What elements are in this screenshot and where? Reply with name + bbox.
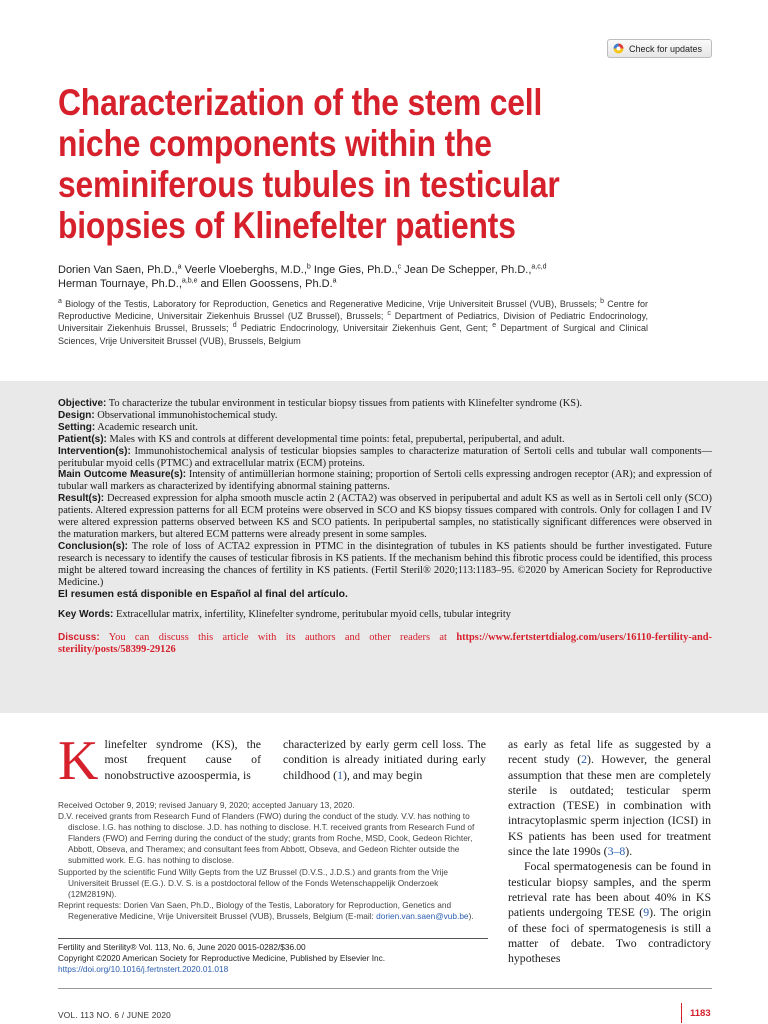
abstract-setting xyxy=(58,422,712,434)
article-notes xyxy=(58,800,488,922)
author-sup: a xyxy=(177,263,182,271)
abstract-results xyxy=(58,493,712,541)
author: Inge Gies, Ph.D., xyxy=(310,264,398,276)
author-list xyxy=(58,264,658,291)
page-number: 1183 xyxy=(690,1008,711,1019)
affiliations xyxy=(58,298,648,347)
body-text: ), and may begin xyxy=(342,767,423,782)
keywords xyxy=(58,609,712,621)
citation-link[interactable]: 1 xyxy=(337,767,343,782)
page-number-rule xyxy=(681,1003,682,1023)
abstract-design xyxy=(58,410,712,422)
body-text: Focal spermatogenesis can be found in testicular biopsy samples, and the sperm retrieval rate has been about 40% in KS patients undergoing TESE ( xyxy=(508,859,711,920)
section-text: Academic research unit. xyxy=(95,421,198,433)
body-text: linefelter syndrome (KS), the most frequent cause of nonobstructive azoospermia, is xyxy=(104,737,261,782)
citation-link[interactable]: 9 xyxy=(643,905,650,920)
author-sup: a,b,e xyxy=(181,276,198,284)
author-sup: a xyxy=(332,276,337,284)
section-text: You can discuss this article with its authors and other readers at xyxy=(99,632,457,644)
section-label: Objective: xyxy=(58,398,107,409)
section-text: The role of loss of ACTA2 expression in PTMC in the disintegration of tubules in KS patients should be further investigated. Future research is necessary to identify the causes of testicular fibrosis in KS patients. If the mechanism behind this fibrotic process could be identified, this process might be altered toward increasing the chances of fertility in KS patients. (Fertil Steril® 2020;113:1183–95. ©2020 by American Society for Reproductive Medicine.) xyxy=(58,540,712,588)
section-label: Main Outcome Measure(s): xyxy=(58,469,187,481)
body-text: characterized by early germ cell loss. The condition is already initiated during early childhood ( xyxy=(283,737,486,782)
author: Dorien Van Saen, Ph.D., xyxy=(58,264,178,276)
section-text: Extracellular matrix, infertility, Klinefelter syndrome, peritubular myoid cells, tubular integrity xyxy=(113,609,511,621)
email-link[interactable]: dorien.van.saen@vub.be xyxy=(376,910,469,921)
reprint-text: ). xyxy=(468,910,474,921)
abstract-outcome xyxy=(58,469,712,493)
affiliation: Biology of the Testis, Laboratory for Reproduction, Genetics and Regenerative Medicine, Vrije Universiteit Brussel (VUB), Brussels; xyxy=(61,299,601,309)
body-text: as early as fetal life as suggested by a recent study ( xyxy=(508,737,711,767)
affil-sup: c xyxy=(387,310,391,318)
section-label: Conclusion(s): xyxy=(58,540,128,552)
abstract xyxy=(58,398,712,656)
affiliation: Department of Pediatrics, Division of Pediatric Endocrinology, Universitair Ziekenhuis Brussel, Brussels; xyxy=(58,311,648,334)
affiliation: Centre for Reproductive Medicine, Universitair Ziekenhuis Brussel (UZ Brussel), Brussels; xyxy=(58,299,648,322)
check-for-updates-label: Check for updates xyxy=(629,43,703,54)
affil-sup: a xyxy=(58,298,62,305)
funding-disclosure: D.V. received grants from Research Fund of Flanders (FWO) during the conduct of the study. V.V. has nothing to disclose. I.G. has nothing to disclose. J.D. has nothing to disclose. H.T. received grants from Research Fund of Flanders (FWO) and Ferring during the conduct of the study; grants from Roche, MSD, Cook, Gedeon Richter, Abbott, Obseva, and Theramex; and consultant fees from Abbott, Obseva, and Gedeon Richter outside the submitted work. E.G. has nothing to disclose. xyxy=(58,811,475,866)
section-text: Immunohistochemical analysis of testicular biopsies samples to characterize maturation of Sertoli cells and tubular wall components—peritubular myoid cells (PTMC) and extracellular matrix (ECM) proteins. xyxy=(58,445,712,469)
support-note: Supported by the scientific Fund Willy Gepts from the UZ Brussel (D.V.S., J.D.S.) and grants from the Vrije Universiteit Brussel (E.G.). D.V. S. is a postdoctoral fellow of the Fonds Wetenschappelijk Onderzoek (12M2819N). xyxy=(58,866,448,899)
paragraph xyxy=(508,859,711,966)
journal-citation: Fertility and Sterility® Vol. 113, No. 6, June 2020 0015-0282/$36.00 xyxy=(58,942,306,952)
spanish-abstract-note: El resumen está disponible en Español al final del artículo. xyxy=(58,588,348,600)
section-label: Discuss: xyxy=(58,632,100,644)
drop-cap: K xyxy=(58,730,99,792)
section-label: Design: xyxy=(58,409,95,421)
citation-link[interactable]: 3–8 xyxy=(607,844,626,859)
section-label: Key Words: xyxy=(58,609,114,621)
author: Veerle Vloeberghs, M.D., xyxy=(181,264,307,276)
body-text: ). However, the general assumption that these men are completely sterile is outdated; testicular sperm extraction (TESE) in combination with intracytoplasmic sperm injection (ICSI) in KS patients has been used for treatment since the late 1990s ( xyxy=(508,752,711,859)
author-sup: a,c,d xyxy=(531,263,547,271)
affil-sup: d xyxy=(232,322,237,330)
author: Jean De Schepper, Ph.D., xyxy=(401,264,532,276)
author-sup: b xyxy=(306,263,311,271)
abstract-conclusions xyxy=(58,541,712,589)
abstract-objective xyxy=(58,398,712,410)
section-text: Males with KS and controls at different developmental time points: fetal, prepubertal, peripubertal, and adult. xyxy=(106,433,565,445)
paragraph xyxy=(508,737,711,859)
body-column-1 xyxy=(58,730,261,792)
footer-divider xyxy=(58,988,712,989)
section-label: Result(s): xyxy=(58,493,105,505)
section-text: Intensity of antimüllerian hormone staining; proportion of Sertoli cells expressing androgen receptor (AR); and expression of tubular wall markers as characterized by identifying abnormal staining patterns. xyxy=(58,469,712,493)
author: Herman Tournaye, Ph.D., xyxy=(58,277,182,290)
discuss-link[interactable]: https://www.fertstertdialog.com/users/16110-fertility-and-sterility/posts/58399-29126 xyxy=(58,632,712,656)
check-for-updates-button[interactable] xyxy=(607,39,712,58)
affiliation: Pediatric Endocrinology, Universitair Ziekenhuis Gent, Gent; xyxy=(236,323,493,334)
reprint-requests xyxy=(58,900,488,922)
journal-info xyxy=(58,938,488,975)
affil-sup: b xyxy=(600,298,604,305)
section-label: Intervention(s): xyxy=(58,445,131,457)
abstract-patients xyxy=(58,434,712,446)
section-text: To characterize the tubular environment in testicular biopsy tissues from patients with Klinefelter syndrome (KS). xyxy=(106,398,583,409)
body-text: ). The origin of these foci of spermatogenesis is still a matter of debate. Two contradictory hypotheses xyxy=(508,905,711,966)
abstract-interventions xyxy=(58,446,712,470)
section-label: Patient(s): xyxy=(58,433,107,445)
section-text: Decreased expression for alpha smooth muscle actin 2 (ACTA2) was observed in peripubertal and adult KS as well as in Sertoli cell only (SCO) patients. Altered expression patterns for all ECM proteins were observed in SCO and KS biopsy tissues compared with controls. Only for collagen I and IV were altered expression patterns observed between KS and SCO patients. In peripubertal samples, no statistically significant differences were observed in the maturation markers, but altered ECM patterns were already present in some samples. xyxy=(58,493,712,540)
footer-volume: VOL. 113 NO. 6 / JUNE 2020 xyxy=(58,1010,171,1020)
section-text: Observational immunohistochemical study. xyxy=(94,409,278,421)
discuss-note xyxy=(58,632,712,656)
affiliation: Department of Surgical and Clinical Sciences, Vrije Universiteit Brussel (VUB), Brussels, Belgium xyxy=(58,323,649,346)
article-title: Characterization of the stem cell niche components within the seminiferous tubules in testicular biopsies of Klinefelter patients xyxy=(58,82,560,246)
citation-link[interactable]: 2 xyxy=(581,752,588,767)
crossmark-icon xyxy=(613,43,624,54)
body-column-3 xyxy=(508,737,711,966)
author: and Ellen Goossens, Ph.D. xyxy=(197,277,333,290)
body-text: ). xyxy=(625,844,633,859)
body-column-2 xyxy=(283,737,486,783)
author-sup: c xyxy=(397,263,402,271)
copyright: Copyright ©2020 American Society for Reproductive Medicine, Published by Elsevier Inc. xyxy=(58,953,386,964)
section-label: Setting: xyxy=(58,421,96,433)
doi-link[interactable]: https://doi.org/10.1016/j.fertnstert.2020.01.018 xyxy=(58,964,229,975)
affil-sup: e xyxy=(492,322,497,330)
received-dates: Received October 9, 2019; revised January 9, 2020; accepted January 13, 2020. xyxy=(58,800,355,810)
reprint-text: Reprint requests: Dorien Van Saen, Ph.D., Biology of the Testis, Laboratory for Reproduction, Genetics and Regenerative Medicine, Vrije Universiteit Brussel (VUB), Brussels, Belgium (E-mail: xyxy=(58,899,452,921)
